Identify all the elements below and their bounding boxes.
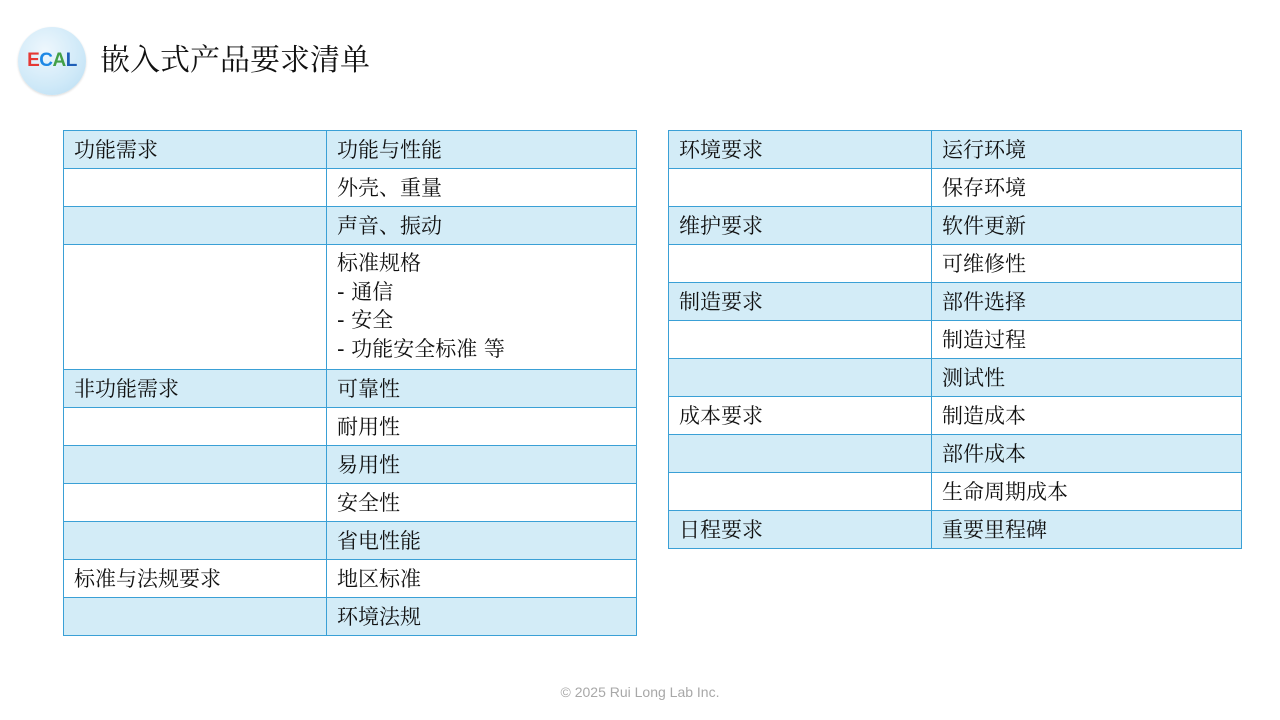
category-cell: 环境要求 — [669, 131, 932, 169]
requirements-table-right-body — [669, 131, 1242, 549]
category-cell — [64, 408, 327, 446]
table-row — [669, 397, 1242, 435]
item-cell: 生命周期成本 — [932, 473, 1242, 511]
requirements-table-right — [668, 130, 1242, 549]
table-row — [669, 511, 1242, 549]
table-row — [64, 598, 637, 636]
item-line: 标准规格 — [337, 251, 421, 275]
requirements-table-left-body — [64, 131, 637, 636]
page-title: 嵌入式产品要求清单 — [100, 43, 370, 78]
item-cell: 重要里程碑 — [932, 511, 1242, 549]
category-cell: 非功能需求 — [64, 370, 327, 408]
category-cell — [64, 446, 327, 484]
item-cell: 保存环境 — [932, 169, 1242, 207]
category-cell — [64, 522, 327, 560]
logo-letter-c: C — [39, 50, 53, 71]
item-cell: 地区标准 — [327, 560, 637, 598]
item-cell: 功能与性能 — [327, 131, 637, 169]
category-cell — [64, 207, 327, 245]
category-cell — [669, 359, 932, 397]
category-cell: 标准与法规要求 — [64, 560, 327, 598]
table-row — [64, 207, 637, 245]
item-cell: 软件更新 — [932, 207, 1242, 245]
logo-letter-e: E — [27, 50, 40, 71]
category-cell — [669, 473, 932, 511]
requirements-table-left — [63, 130, 637, 636]
table-row — [669, 131, 1242, 169]
item-cell: 耐用性 — [327, 408, 637, 446]
item-cell: 可维修性 — [932, 245, 1242, 283]
table-row — [64, 522, 637, 560]
category-cell: 日程要求 — [669, 511, 932, 549]
item-cell: 省电性能 — [327, 522, 637, 560]
table-row — [669, 473, 1242, 511]
item-cell: 运行环境 — [932, 131, 1242, 169]
category-cell — [669, 245, 932, 283]
item-cell: 环境法规 — [327, 598, 637, 636]
table-row — [64, 131, 637, 169]
category-cell — [64, 484, 327, 522]
item-line: - 安全 — [337, 308, 394, 332]
category-cell — [64, 245, 327, 370]
footer-copyright: © 2025 Rui Long Lab Inc. — [560, 684, 720, 700]
item-cell: 部件成本 — [932, 435, 1242, 473]
table-row — [64, 484, 637, 522]
table-row — [64, 408, 637, 446]
table-row — [64, 560, 637, 598]
table-row — [669, 169, 1242, 207]
item-cell: 测试性 — [932, 359, 1242, 397]
item-line: - 通信 — [337, 279, 394, 304]
category-cell — [669, 169, 932, 207]
category-cell — [64, 169, 327, 207]
category-cell — [64, 598, 327, 636]
table-row — [64, 446, 637, 484]
item-cell: 可靠性 — [327, 370, 637, 408]
table-row — [64, 370, 637, 408]
item-cell: 易用性 — [327, 446, 637, 484]
table-row — [669, 245, 1242, 283]
table-row — [669, 435, 1242, 473]
logo-letter-a: A — [52, 50, 66, 71]
table-row — [669, 283, 1242, 321]
table-row — [669, 359, 1242, 397]
category-cell: 制造要求 — [669, 283, 932, 321]
table-row — [64, 245, 637, 370]
item-cell: 制造成本 — [932, 397, 1242, 435]
ecal-logo — [18, 27, 86, 95]
table-row — [669, 207, 1242, 245]
item-cell: 部件选择 — [932, 283, 1242, 321]
table-row — [669, 321, 1242, 359]
category-cell: 维护要求 — [669, 207, 932, 245]
table-row — [64, 169, 637, 207]
category-cell — [669, 435, 932, 473]
item-line: - 功能安全标准 等 — [337, 336, 505, 361]
item-cell — [327, 245, 637, 370]
logo-letter-l: L — [65, 50, 77, 71]
item-cell: 声音、振动 — [327, 207, 637, 245]
category-cell: 功能需求 — [64, 131, 327, 169]
logo-letters — [27, 50, 77, 72]
category-cell — [669, 321, 932, 359]
item-cell: 安全性 — [327, 484, 637, 522]
item-cell: 外壳、重量 — [327, 169, 637, 207]
item-cell: 制造过程 — [932, 321, 1242, 359]
category-cell: 成本要求 — [669, 397, 932, 435]
